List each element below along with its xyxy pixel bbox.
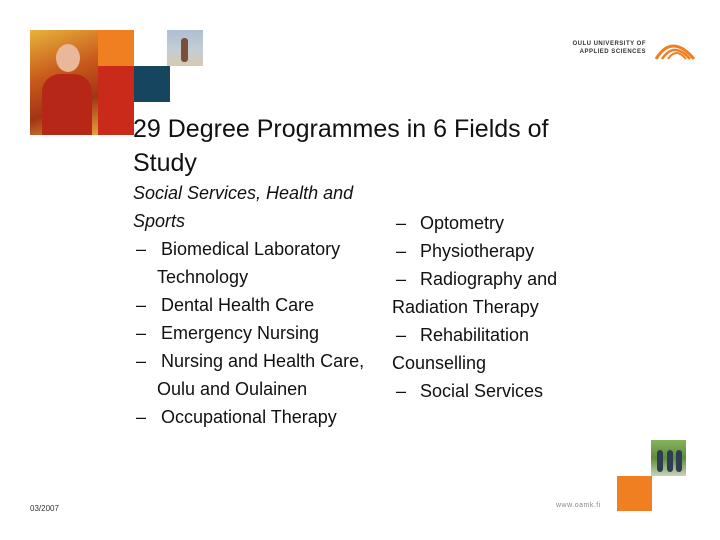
list-dash: –: [396, 241, 407, 261]
logo-line1: OULU UNIVERSITY OF: [572, 41, 646, 47]
field-heading-line2: Sports: [133, 211, 186, 231]
photo-figure: [181, 38, 188, 62]
program-optometry: Optometry: [420, 213, 505, 233]
photo-person: [657, 450, 663, 472]
photo-person: [676, 450, 682, 472]
beach-photo: [167, 30, 203, 66]
orange-square: [617, 476, 652, 511]
program-biomedical-cont: Technology: [157, 267, 249, 287]
autumn-photo: [30, 30, 98, 135]
program-physiotherapy: Physiotherapy: [420, 241, 535, 261]
university-logo: [556, 37, 696, 61]
list-dash: –: [396, 213, 407, 233]
field-heading-line1: Social Services, Health and: [133, 183, 354, 203]
program-radiography: Radiography and: [420, 269, 558, 289]
program-nursing: Nursing and Health Care,: [161, 351, 365, 371]
list-dash: –: [396, 325, 407, 345]
logo-arc-icon: [654, 37, 696, 61]
orange-square: [98, 30, 134, 66]
logo-line2: APPLIED SCIENCES: [579, 49, 646, 55]
red-block: [98, 66, 134, 135]
people-photo: [651, 440, 686, 476]
footer-url[interactable]: www.oamk.fi: [556, 502, 601, 509]
program-nursing-cont: Oulu and Oulainen: [157, 379, 308, 399]
footer-date: 03/2007: [30, 504, 59, 513]
list-dash: –: [396, 381, 407, 401]
program-occupational: Occupational Therapy: [161, 407, 337, 427]
program-emergency: Emergency Nursing: [161, 323, 320, 343]
program-biomedical: Biomedical Laboratory: [161, 239, 341, 259]
program-radiography-cont: Radiation Therapy: [392, 297, 539, 317]
program-social-services: Social Services: [420, 381, 544, 401]
slide-title: 29 Degree Programmes in 6 Fields of Study: [133, 115, 549, 177]
list-dash: –: [136, 351, 147, 371]
program-rehabilitation-cont: Counselling: [392, 353, 487, 373]
photo-face: [56, 44, 80, 72]
program-dental: Dental Health Care: [161, 295, 315, 315]
program-rehabilitation: Rehabilitation: [420, 325, 530, 345]
logo-text: [556, 40, 646, 56]
blue-square: [134, 66, 170, 102]
list-dash: –: [136, 239, 147, 259]
photo-coat: [42, 74, 92, 135]
list-dash: –: [136, 323, 147, 343]
list-dash: –: [136, 295, 147, 315]
list-dash: –: [396, 269, 407, 289]
photo-person: [667, 450, 673, 472]
list-dash: –: [136, 407, 147, 427]
